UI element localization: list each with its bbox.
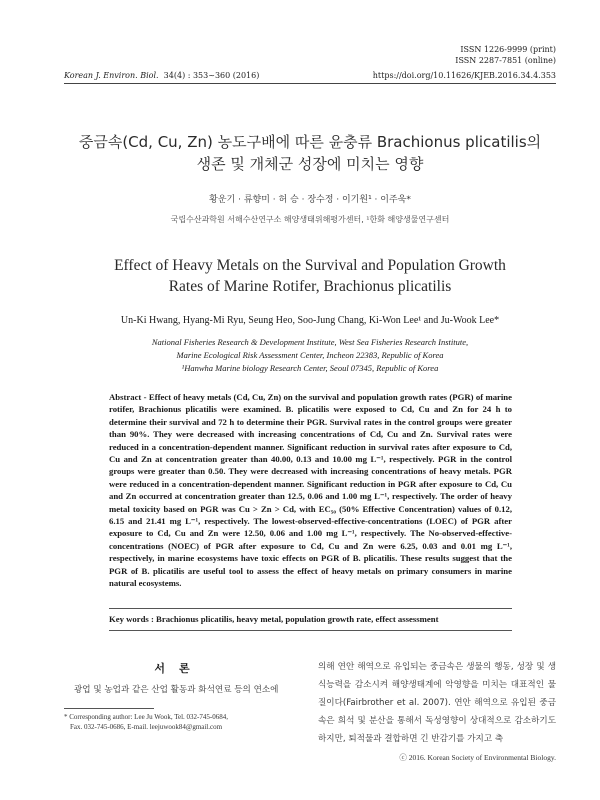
issn-print: ISSN 1226-9999 (print) [460, 45, 556, 54]
english-title [64, 255, 556, 297]
korean-title [64, 131, 556, 175]
copyright-notice: ⓒ 2016. Korean Society of Environmental Biology. [399, 753, 556, 762]
korean-authors: 황운기 · 류향미 · 허 승 · 장수정 · 이기원¹ · 이주욱* [209, 195, 411, 205]
english-title-line1: Effect of Heavy Metals on the Survival and Population Growth [114, 257, 506, 274]
journal-citation [64, 71, 259, 80]
abstract: Abstract - Effect of heavy metals (Cd, Cu, Zn) on the survival and population growth rates (PGR) of marine rotifer, Brachionus plicatilis were examined. B. plicatilis were exposed to Cd, Cu and Zn for 24 h to determine their survival and 72 h to determine their PGR. Survival rates in the control groups were greater than 90%. They were decreased with increasing concentrations of Cd, Cu and Zn. Survival rates were reduced in a concentration-dependent manner. Significant reduction in survival rates after exposure to Cd, Cu and Zn at concentration greater than 40.00, 0.13 and 10.00 mg L⁻¹, respectively. PGR in the control groups were greater than 0.50. They were decreased with increasing concentrations of heavy metals. PGR were reduced in a concentration-dependent manner. Significant reduction in PGR after exposure to Cd, Cu and Zn occurred at concentration greater than 12.5, 0.06 and 1.00 mg L⁻¹, respectively. The order of heavy metal toxicity based on PGR was Cu > Zn > Cd, with EC₅₀ (50% Effective Concentration) values of 0.12, 6.15 and 21.41 mg L⁻¹, respectively. The lowest-observed-effective-concentrations (LOEC) of PGR after exposure to Cd, Cu and Zn were 12.50, 0.06 and 1.00 mg L⁻¹, respectively. The No-observed-effective-concentrations (NOEC) of PGR after exposure to Cd, Cu and Zn were 6.25, 0.03 and 0.01 mg L⁻¹, respectively, in marine ecosystems have toxic effects on PGR of B. plicatilis. These results suggest that the PGR of B. plicatilis are useful tool to assess the effect of heavy metals on primary consumers in marine natural ecosystems. [109, 392, 512, 589]
keywords: Key words : Brachionus plicatilis, heavy metal, population growth rate, effect assessment [109, 614, 439, 624]
footnote-line2: Fax. 032-745-0686, E-mail. leejuwook84@gmail.com [70, 723, 223, 731]
english-title-line2: Rates of Marine Rotifer, Brachionus plicatilis [168, 278, 452, 295]
issn-online: ISSN 2287-7851 (online) [455, 56, 556, 65]
body-right-column: 의해 연안 해역으로 유입되는 중금속은 생물의 행동, 성장 및 생식능력을 감소시켜 해양생태계에 악영향을 미치는 대표적인 물질이다(Fairbrother et al. 2007). 연안 해역으로 유입된 중금속은 희석 및 분산을 통해서 독성영향이 상대적으로 감소하기도 하지만, 퇴적물과 결합하면 긴 반감기를 가지고 축 [318, 662, 556, 744]
issn-block [455, 44, 556, 66]
footnote-line1: * Corresponding author: Lee Ju Wook, Tel. 032-745-0684, [64, 713, 228, 721]
affiliation-line2: Marine Ecological Risk Assessment Center, Incheon 22383, Republic of Korea [176, 350, 444, 360]
korean-affiliation: 국립수산과학원 서해수산연구소 해양생태위해평가센터, ¹한화 해양생물연구센터 [170, 215, 450, 224]
affiliation-line3: ¹Hanwha Marine biology Research Center, Seoul 07345, Republic of Korea [181, 363, 439, 373]
keywords-top-rule [109, 608, 512, 609]
keywords-bottom-rule [109, 630, 512, 631]
corresponding-author-footnote [64, 712, 304, 732]
footnote-rule [64, 708, 154, 709]
header-rule [64, 83, 556, 84]
affiliation-line1: National Fisheries Research & Development Institute, West Sea Fisheries Research Institute, [151, 337, 469, 347]
journal-name: Korean J. Environ. Biol. [64, 71, 159, 80]
volume-pages: 34(4) : 353~360 (2016) [163, 71, 260, 80]
body-left-column: 광업 및 농업과 같은 산업 활동과 화석연료 등의 연소에 [74, 685, 279, 695]
english-affiliation [64, 336, 556, 375]
running-header [64, 71, 556, 80]
english-authors: Un-Ki Hwang, Hyang-Mi Ryu, Seung Heo, Soo-Jung Chang, Ki-Won Lee¹ and Ju-Wook Lee* [120, 315, 500, 326]
korean-title-line1: 중금속(Cd, Cu, Zn) 농도구배에 따른 윤충류 Brachionus plicatilis의 [78, 133, 542, 151]
section-title-introduction: 서론 [154, 662, 204, 675]
korean-title-line2: 생존 및 개체군 성장에 미치는 영향 [196, 155, 424, 173]
doi-link[interactable]: https://doi.org/10.11626/KJEB.2016.34.4.353 [372, 71, 556, 80]
